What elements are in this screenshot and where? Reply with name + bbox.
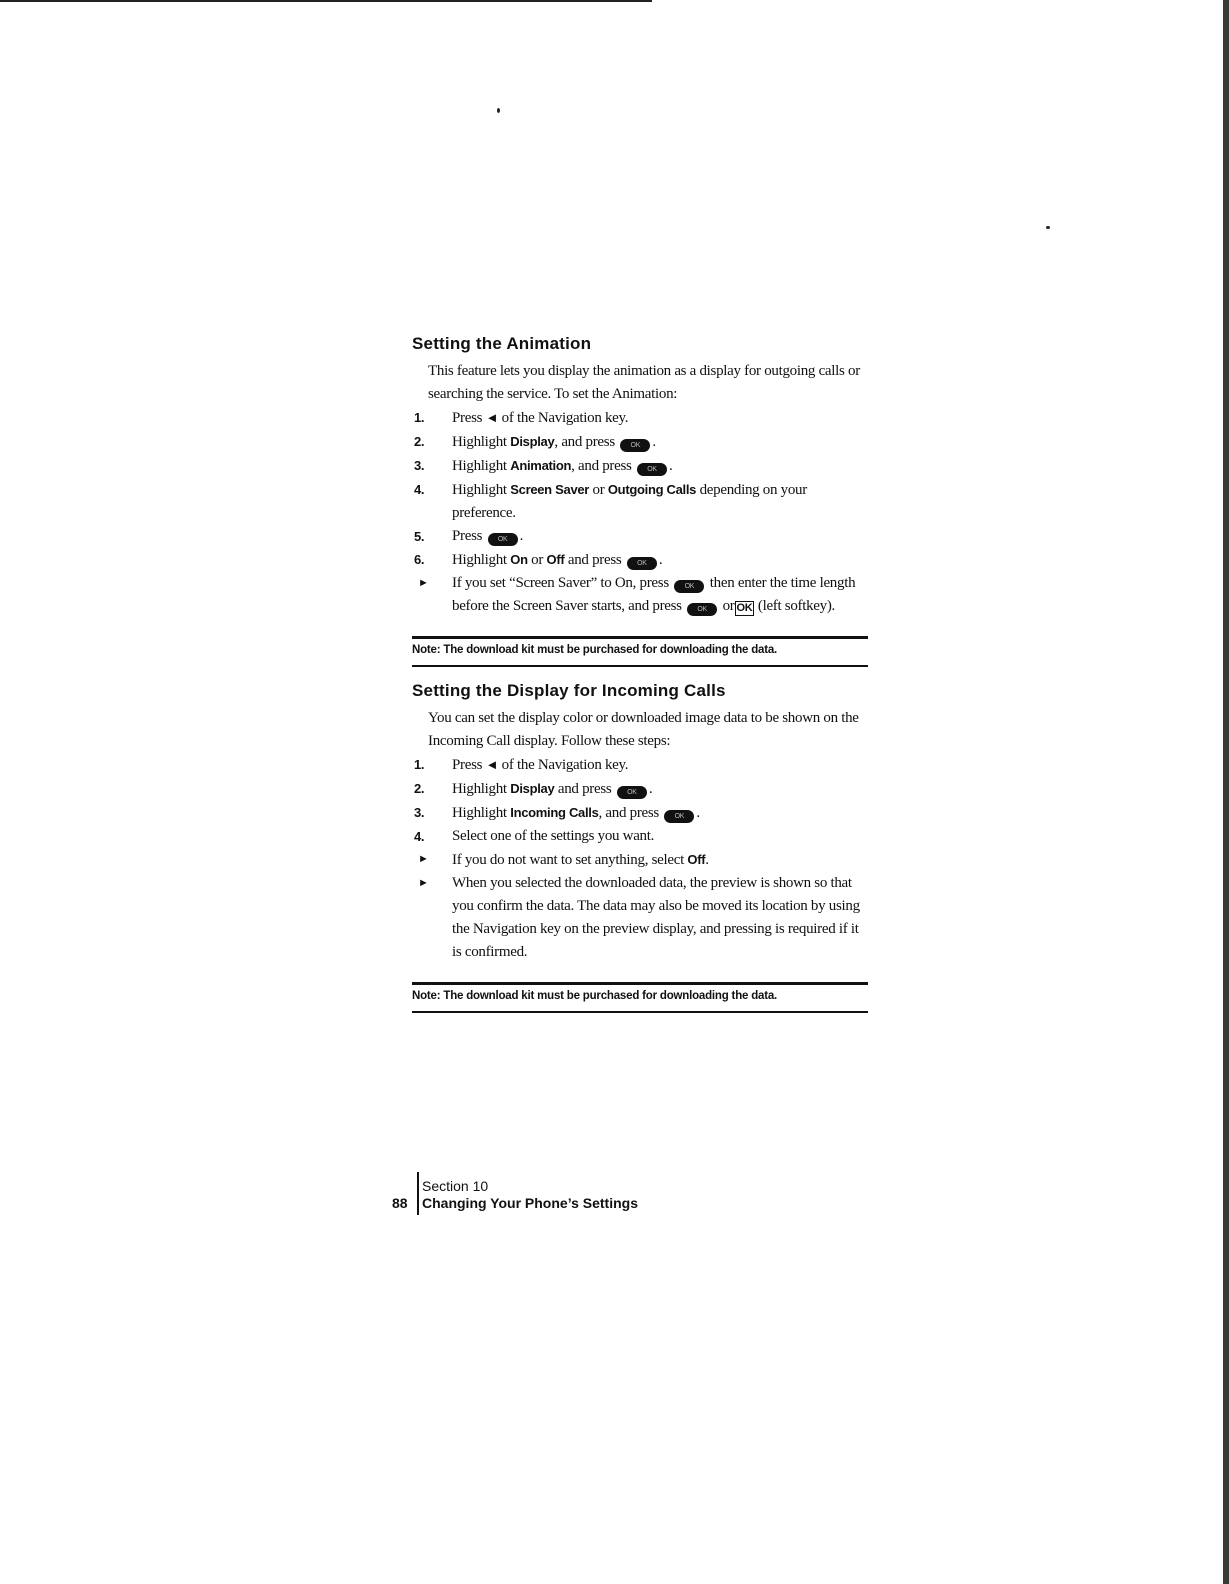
step-item: 2. Highlight Display, and press OK . — [412, 430, 868, 454]
footer-section: Section 10 — [422, 1178, 489, 1194]
menu-term: Display — [510, 434, 555, 449]
note-text: The download kit must be purchased for downloading the data. — [443, 990, 778, 1002]
bullet-arrow-icon: ► — [418, 577, 429, 589]
ok-key-icon: OK — [687, 603, 717, 616]
section-heading: Setting the Animation — [412, 334, 592, 353]
ok-key-icon: OK — [664, 810, 694, 823]
ok-softkey-icon: OK — [736, 602, 753, 614]
step-item: 4. Highlight Screen Saver or Outgoing Calls depending on your preference. — [412, 478, 868, 525]
menu-term: Display — [510, 781, 555, 796]
bullet-arrow-icon: ► — [418, 853, 429, 865]
bullet-item: ► If you set “Screen Saver” to On, press OK then enter the time length before the Screen Saver starts, and press OK or OK (left softkey). — [412, 572, 868, 618]
scan-edge-right — [1223, 0, 1229, 1584]
step-item: 2. Highlight Display and press OK . — [412, 777, 868, 801]
footer-chapter: Changing Your Phone’s Settings — [422, 1195, 638, 1211]
section-intro: You can set the display color or downloaded image data to be shown on the Incoming Call display. Follow these steps: — [428, 710, 859, 749]
step-number: 4. — [414, 829, 425, 844]
ok-key-icon: OK — [488, 533, 518, 546]
step-number: 5. — [414, 529, 425, 544]
menu-term: Animation — [510, 458, 572, 473]
ok-key-icon: OK — [627, 557, 657, 570]
section-heading: Setting the Display for Incoming Calls — [412, 681, 726, 700]
section-intro: This feature lets you display the animation as a display for outgoing calls or searching the service. To set the Animation: — [428, 363, 860, 402]
step-number: 3. — [414, 458, 425, 473]
bullet-item: ► If you do not want to set anything, select Off. — [412, 848, 868, 872]
note-box — [412, 982, 868, 1013]
menu-term: Outgoing Calls — [607, 482, 697, 497]
steps-list — [412, 406, 868, 618]
menu-term: On — [510, 552, 528, 567]
step-number: 1. — [414, 410, 425, 425]
ok-key-icon: OK — [674, 580, 704, 593]
step-item: 1. Press ◄ of the Navigation key. — [412, 753, 868, 777]
menu-term: Screen Saver — [510, 482, 590, 497]
step-item: 6. Highlight On or Off and press OK . — [412, 548, 868, 572]
note-box — [412, 636, 868, 667]
step-item: 5. Press OK . — [412, 525, 868, 548]
step-item: 3. Highlight Incoming Calls, and press OK . — [412, 801, 868, 825]
bullet-arrow-icon: ► — [418, 877, 429, 889]
page-content — [412, 334, 868, 1013]
step-number: 2. — [414, 434, 425, 449]
ok-key-icon: OK — [620, 439, 650, 452]
footer-divider — [417, 1172, 419, 1215]
step-number: 4. — [414, 482, 425, 497]
scan-speck — [1046, 226, 1050, 229]
steps-list — [412, 753, 868, 964]
menu-term: Incoming Calls — [510, 805, 599, 820]
step-number: 1. — [414, 757, 425, 772]
note-text: The download kit must be purchased for downloading the data. — [443, 644, 778, 656]
left-arrow-icon: ◄ — [485, 757, 499, 772]
scan-speck — [497, 108, 500, 113]
step-item: 3. Highlight Animation, and press OK . — [412, 454, 868, 478]
page-number: 88 — [392, 1195, 408, 1211]
ok-key-icon: OK — [617, 786, 647, 799]
note-label: Note: — [412, 644, 441, 656]
step-number: 3. — [414, 805, 425, 820]
menu-term: Off — [546, 552, 565, 567]
step-item: 1. Press ◄ of the Navigation key. — [412, 406, 868, 430]
ok-key-icon: OK — [637, 463, 667, 476]
menu-term: Off — [687, 852, 706, 867]
bullet-item: ► When you selected the downloaded data, the preview is shown so that you confirm the data. The data may also be moved its location by using the Navigation key on the preview display, and pressing is required if it is confirmed. — [412, 872, 868, 964]
step-number: 6. — [414, 552, 425, 567]
step-item: 4. Select one of the settings you want. — [412, 825, 868, 848]
left-arrow-icon: ◄ — [485, 410, 499, 425]
scan-edge-top — [0, 0, 652, 2]
step-number: 2. — [414, 781, 425, 796]
note-label: Note: — [412, 990, 441, 1002]
